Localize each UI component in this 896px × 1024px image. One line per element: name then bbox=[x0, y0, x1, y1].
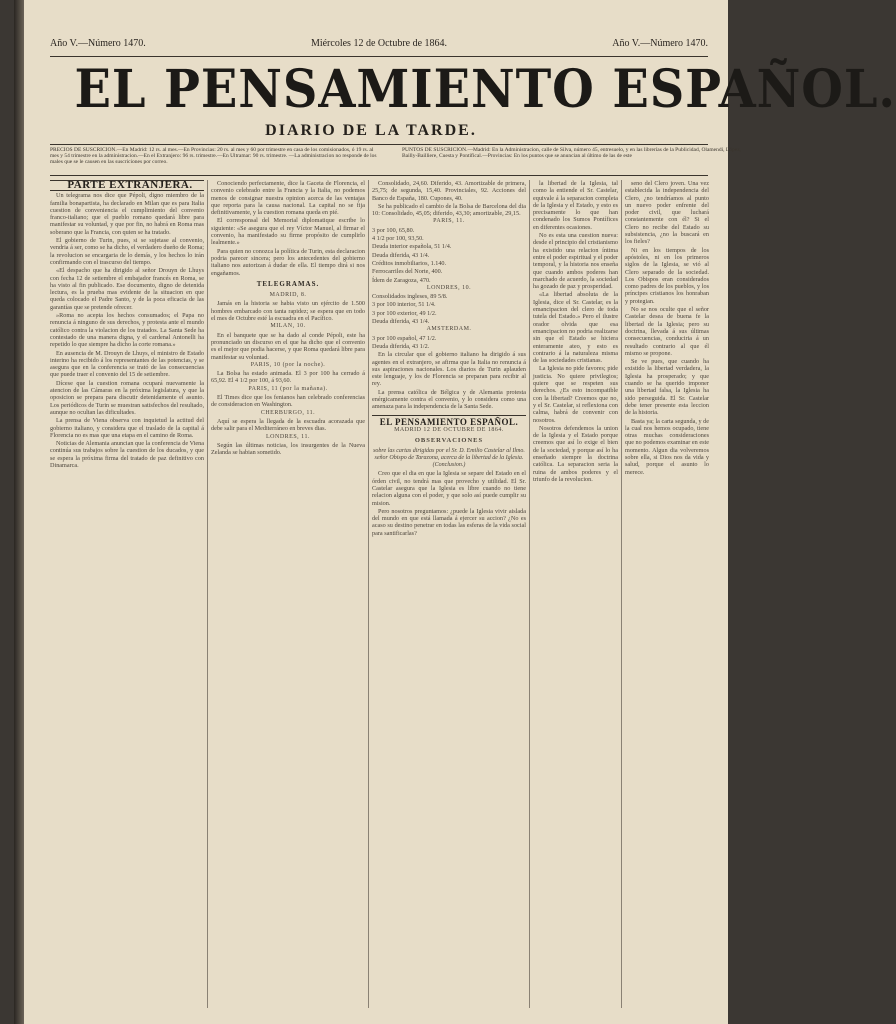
paragraph: El corresponsal del Memorial diplomatique escribe lo siguiente: «Se asegura que el rey Víctor Manuel, al firmar el convenio, ha manifestado su firme propósito de cumplirlo lealmente.» bbox=[211, 217, 365, 247]
dateline bbox=[50, 38, 708, 54]
paragraph: »Roma no acepta los hechos consumados; el Papa no renuncia á ninguno de sus derechos, y protesta ante el mundo católico contra la violacion de los tratados. La Santa Sede ha contestado de una manera digna, y el cardenal Antonelli ha repetido lo que siempre ha dicho la corte romana.» bbox=[50, 312, 204, 349]
telegram-text: El Times dice que los fenianos han celebrado conferencias de consideracion en Washington. bbox=[211, 394, 365, 409]
telegram-place: MADRID, 8. bbox=[269, 292, 307, 299]
paragraph: Se ha publicado el cambio de la Bolsa de Barcelona del dia 10: Consolidado, 45,05; diferido, 43,30; amortizable, 29,15. bbox=[372, 202, 526, 218]
issue-number-left: Año V.—Número 1470. bbox=[50, 38, 146, 49]
exchange-line: Deuda diferida, 43 1/2. bbox=[372, 342, 430, 350]
telegram-text: Jamás en la historia se habia visto un ejército de 1.500 hombres embarcado con tanta rapidez; se espera que en todo el mes de Octubre esté la escuadra en el Pacífico. bbox=[211, 300, 365, 323]
editorial-date: MADRID 12 DE OCTUBRE DE 1864. bbox=[394, 426, 504, 433]
prices-rule-bottom bbox=[50, 175, 708, 176]
exchange-place: PARIS, 11. bbox=[433, 218, 465, 225]
section-title: PARTE EXTRANJERA. bbox=[50, 180, 204, 191]
column-5 bbox=[625, 180, 709, 1010]
exchange-line: 4 1/2 por 100, 93,50. bbox=[372, 235, 424, 243]
paragraph: Dícese que la cuestion romana ocupará nuevamente la atencion de las Cámaras en la próxima legislatura, y que la oposicion se prepara para discutir detenidamente el asunto. Los periódicos de Turin se muestran satisfechos del resultado, aunque no ocultan las dificultades. bbox=[50, 379, 204, 416]
exchange-place: AMSTERDAM. bbox=[426, 326, 472, 333]
paragraph: En ausencia de M. Drouyn de Lhuys, el ministro de Estado interino ha recibido á los representantes de las potencias, y se asegura que en la conferencia se trató de las consecuencias que puede traer el convenio del 15 de setiembre. bbox=[50, 349, 204, 379]
paragraph: Pero nosotros preguntamos: ¿puede la Iglesia vivir aislada del mundo en que está llamada á ejercer su accion? ¿No es acaso su destino penetrar en todas las esferas de la vida social para santificarlas? bbox=[372, 507, 526, 537]
telegram-place: LONDRES, 11. bbox=[266, 433, 310, 440]
subscription-prices: PRECIOS DE SUSCRICION.—En Madrid: 12 rs. al mes.—En Provincias: 20 rs. al mes y 60 por trimestre en casa de los comisionados, ó 19 rs. al mes y 54 trimestre en la administracion.—En el Extranjero: 96 rs. trimestre.—En Ultramar: 90 rs. trimestre. —La administracion no responde de los males que se le causen en las suscriciones por correo. bbox=[50, 147, 377, 166]
paragraph: No es esta una cuestion nueva: desde el principio del cristianismo ha existido una relacion íntima entre el poder espiritual y el poder temporal, y la historia nos enseña que cuando ambos poderes han marchado de acuerdo, la sociedad ha gozado de paz y prosperidad. bbox=[533, 232, 618, 291]
paragraph: seno del Clero joven. Una vez establecida la independencia del Clero, ¿no tendríamos al punto un nuevo poder enfrente del poder civil, que luchará constantemente con él? Si el Clero no recibe del Estado su subsistencia, ¿no la buscará en los fieles? bbox=[625, 180, 709, 246]
top-rule bbox=[50, 56, 708, 57]
paragraph: En la circular que el gobierno italiano ha dirigido á sus agentes en el extranjero, se afirma que la Italia no renuncia á sus aspiraciones nacionales. Los diarios de Turin aplauden este lenguaje, y los de Florencia se preparan para recibir al rey. bbox=[372, 351, 526, 388]
exchange-line: 3 por 100 exterior, 49 1/2. bbox=[372, 309, 437, 317]
exchange-line: 3 por 100 interior, 51 1/4. bbox=[372, 301, 436, 309]
masthead-subtitle: DIARIO DE LA TARDE. bbox=[265, 122, 477, 139]
paragraph: «El despacho que ha dirigido al señor Drouyn de Lhuys con fecha 12 de setiembre el embajador francés en Roma, se ha visto al fin publicado. Ese documento, digno de detenida lectura, es la prueba mas evidente de la situacion en que queda colocado el Padre Santo, y de la poca eficacia de las garantías que se pretende ofrecer. bbox=[50, 267, 204, 311]
paragraph: La prensa católica de Bélgica y de Alemania protesta enérgicamente contra el convenio, y lo considera como una amenaza para la independencia de la Santa Sede. bbox=[372, 388, 526, 411]
article-subtitle: sobre las cartas dirigidas por el Sr. D. Emilio Castelar al Ilmo. señor Obispo de Tarazona, acerca de la libertad de la Iglesia. (Conclusion.) bbox=[373, 447, 525, 469]
paragraph: Noticias de Alemania anuncian que la conferencia de Viena continúa sus trabajos sobre la cuestion de los ducados, y que se espera la próxima firma del tratado de paz definitivo con Dinamarca. bbox=[50, 440, 204, 469]
paragraph: No se nos oculte que el señor Castelar desea de buena fe la libertad de la Iglesia; pero su doctrina, llevada á sus últimas consecuencias, conduciria á un resultado contrario al que él mismo se propone. bbox=[625, 306, 709, 357]
paragraph: La prensa de Viena observa con inquietud la actitud del gobierno italiano, y considera que el traslado de la capital á Florencia no es mas que una etapa en el camino de Roma. bbox=[50, 417, 204, 439]
issue-date: Miércoles 12 de Octubre de 1864. bbox=[310, 38, 448, 49]
telegram-place: CHERBURGO, 11. bbox=[260, 409, 316, 416]
paragraph: Conociendo perfectamente, dice la Gaceta de Florencia, el convenio celebrado entre la Francia y la Italia, no podemos menos de consignar nuestra opinion acerca de las ventajas que reporta para la causa nacional. La capital no se fija definitivamente, y la cuestion romana queda en pié. bbox=[211, 180, 365, 217]
telegram-text: La Bolsa ha estado animada. El 3 por 100 ha cerrado á 65,92. El 4 1/2 por 100, á 93,60. bbox=[211, 370, 365, 385]
exchange-place: LONDRES, 10. bbox=[426, 284, 472, 291]
paragraph: La Iglesia no pide favores; pide justicia. No quiere privilegios; quiere que se respeten sus derechos. ¿Es esto incompatible con la libertad? Creemos que no, y el Sr. Castelar, si reflexiona con calma, habrá de convenir con nosotros. bbox=[533, 365, 618, 424]
exchange-line: Deuda diferida, 43 1/4. bbox=[372, 251, 430, 259]
telegram-place: PARIS, 10 (por la noche). bbox=[250, 361, 326, 368]
telegram-heading: TELEGRAMAS. bbox=[256, 279, 320, 288]
paragraph: la libertad de la Iglesia, tal como la entiende el Sr. Castelar, equivale á la separacion completa de la Iglesia y el Estado, y esto es precisamente lo que han condenado los Sumos Pontífices en diferentes ocasiones. bbox=[533, 180, 618, 231]
exchange-line: Consolidados ingleses, 89 5/8. bbox=[372, 293, 448, 301]
telegram-text: Aquí se espera la llegada de la escuadra acorazada que debe salir para el Mediterráneo en breves dias. bbox=[211, 417, 365, 433]
paragraph: El gobierno de Turin, pues, si se sujetase al convenio, vendria á ser, como se ha dicho, el verdadero dueño de Roma; la revolucion se encargaria de lo demás, y los hechos lo irán confirmando con el trascurso del tiempo. bbox=[50, 237, 204, 266]
exchange-line: Deuda diferida, 43 1/4. bbox=[372, 318, 430, 326]
newspaper-page bbox=[14, 0, 896, 1024]
telegram-text: En el banquete que se ha dado al conde Pépoli, este ha pronunciado un discurso en el que ha dicho que el convenio es el mejor que podia hacerse, y que Roma quedará libre para manifestar su voluntad. bbox=[211, 331, 365, 361]
subscription-info bbox=[50, 147, 742, 171]
exchange-line: Ferrocarriles del Norte, 400. bbox=[372, 268, 443, 276]
page-spine bbox=[14, 0, 24, 1024]
exchange-line: Créditos inmobiliarios, 1.140. bbox=[372, 259, 447, 267]
article-title: OBSERVACIONES bbox=[414, 437, 484, 445]
exchange-line: 3 por 100 español, 47 1/2. bbox=[372, 334, 437, 342]
telegram-place: PARIS, 11 (por la mañana). bbox=[248, 385, 328, 392]
paragraph: Creo que el dia en que la Iglesia se separe del Estado en el órden civil, no tendrá mas que provecho y utilidad. El Sr. Castelar asegura que la Iglesia es libre cuando no tiene relacion alguna con el poder, y que solo así puede cumplir su mision. bbox=[372, 470, 526, 507]
column-2 bbox=[211, 180, 365, 1010]
column-separator bbox=[621, 180, 622, 1008]
column-separator bbox=[368, 180, 369, 1008]
prices-rule-top bbox=[50, 144, 708, 145]
paragraph: Ni en los tiempos de los apóstoles, ni en los primeros siglos de la Iglesia, se vió al Clero separado de la sociedad. Los Obispos eran considerados como padres de los pueblos, y los príncipes cristianos los honraban y protegian. bbox=[625, 246, 709, 305]
paragraph: «La libertad absoluta de la Iglesia, dice el Sr. Castelar, es la emancipacion del clero de toda tutela del Estado.» Pero el ilustre orador olvida que esa emancipacion no podria realizarse sin que el Estado se hiciera enteramente ateo, y esto es contrario á la naturaleza misma de las sociedades cristianas. bbox=[533, 291, 618, 365]
exchange-line: Deuda interior española, 51 1/4. bbox=[372, 243, 452, 251]
telegram-text: Según las últimas noticias, los insurgentes de la Nueva Zelanda se habian sometido. bbox=[211, 441, 365, 457]
column-4 bbox=[533, 180, 618, 1010]
telegram-place: MILAN, 10. bbox=[270, 323, 306, 330]
column-1 bbox=[50, 180, 204, 1010]
column-3 bbox=[372, 180, 526, 1010]
paragraph: Basta ya; la carta segunda, y de la cual nos hemos ocupado, tiene otras muchas consideraciones que no podemos examinar en este momento. Algun dia volveremos sobre ella, si Dios nos da vida y salud, porque el asunto lo merece. bbox=[625, 417, 709, 476]
paragraph: Nosotros defendemos la union de la Iglesia y el Estado porque creemos que así lo exige el bien de la sociedad, y porque así lo ha enseñado siempre la doctrina católica. La separacion seria la ruina de ambos poderes y el triunfo de la revolucion. bbox=[533, 424, 618, 483]
issue-number-right: Año V.—Número 1470. bbox=[612, 38, 708, 49]
masthead-title: EL PENSAMIENTO ESPAÑOL. bbox=[74, 59, 896, 120]
paragraph: Se ve pues, que cuando ha existido la libertad verdadera, la Iglesia ha prosperado; y que cuando se ha querido imponer una libertad falsa, la Iglesia ha sido perseguida. El Sr. Castelar debe tener presente esta leccion de la historia. bbox=[625, 358, 709, 417]
paragraph: Para quien no conozca la política de Turin, esta declaracion podria parecer sincera; pero los antecedentes del gobierno italiano nos autorizan á dudar de ella. El tiempo dirá si nos engañamos. bbox=[211, 247, 365, 277]
paragraph: Un telegrama nos dice que Pépoli, digno miembro de la familia bonapartista, ha declarado en Milan que es para Italia cuestion de conveniencia el cumplimiento del convenio franco-italiano; que el pueblo romano quedará libre para manifestar su voluntad, y que por fin, no habrá en Roma mas soberano que la Francia, con quien se ha tratado. bbox=[50, 192, 204, 236]
editorial-heading: EL PENSAMIENTO ESPAÑOL. bbox=[372, 415, 526, 426]
paragraph: Consolidado, 24,60. Diferido, 43. Amortizable de primera, 25,75; de segunda, 15,40. Provinciales, 92. Acciones del Banco de España, 180. Cupones, 40. bbox=[372, 180, 526, 202]
subscription-points: PUNTOS DE SUSCRICION.—Madrid: En la Administracion, calle de Silva, número 45, entresuelo, y en las librerías de la Publicidad, Olamendi, López, Bailly-Bailliere, Cuesta y Pontifical.—Provincias: En los puntos que se anuncian al último de las de este bbox=[402, 147, 742, 160]
column-separator bbox=[529, 180, 530, 1008]
exchange-line: 3 por 100, 65,80. bbox=[372, 226, 415, 234]
exchange-line: Ídem de Zaragoza, 470. bbox=[372, 276, 431, 284]
column-separator bbox=[207, 180, 208, 1008]
